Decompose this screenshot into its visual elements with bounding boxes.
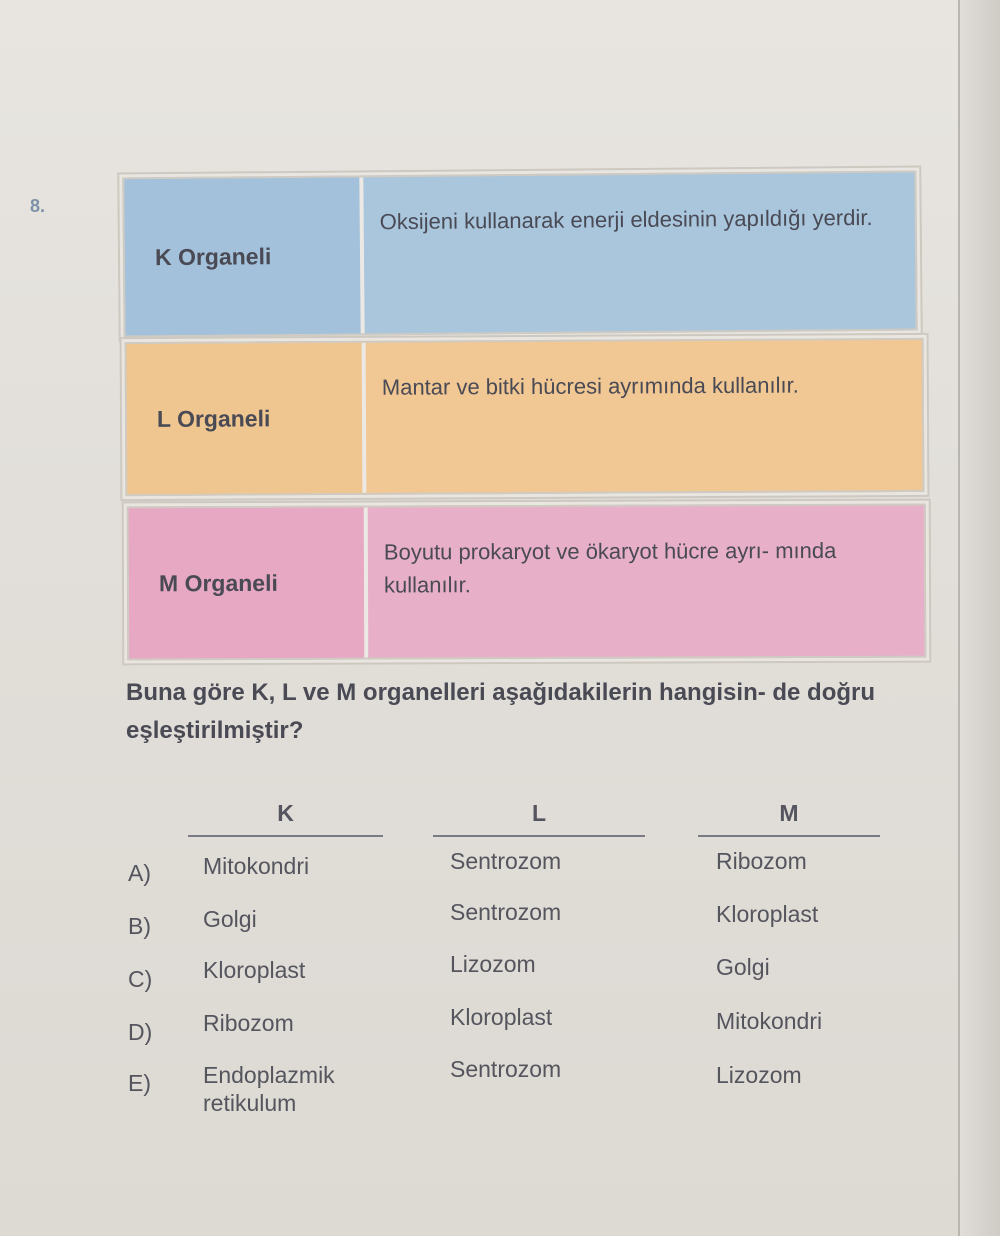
column-k-header: K (277, 800, 294, 826)
organelle-k-description: Oksijeni kullanarak enerji eldesinin yapıldığı yerdir. (379, 204, 873, 235)
column-k-rule (188, 835, 383, 837)
option-b-l: Sentrozom (450, 899, 562, 925)
organelle-m-box (127, 504, 927, 661)
column-m-rule (698, 835, 880, 837)
column-l-header: L (531, 800, 547, 826)
option-b-m: Kloroplast (716, 901, 819, 927)
option-b-letter[interactable]: B) (128, 913, 151, 939)
column-l-rule (433, 835, 645, 837)
option-c-letter[interactable]: C) (128, 966, 153, 992)
option-d-letter[interactable]: D) (128, 1019, 153, 1045)
option-b-k: Golgi (203, 906, 257, 932)
option-e-l: Sentrozom (450, 1056, 562, 1082)
option-a-l: Sentrozom (450, 848, 562, 874)
option-e-k: Endoplazmik retikulum (203, 1062, 335, 1116)
organelle-l-description: Mantar ve bitki hücresi ayrımında kullanılır. (381, 372, 799, 400)
column-m-header: M (779, 800, 799, 826)
option-d-l: Kloroplast (450, 1004, 553, 1030)
organelle-k-label: K Organeli (124, 177, 364, 335)
option-a-m: Ribozom (716, 848, 807, 874)
organelle-m-description: Boyutu prokaryot ve ökaryot hücre ayrı- mında kullanılır. (383, 537, 837, 598)
option-d-k: Ribozom (203, 1010, 294, 1036)
question-number: 8. (30, 196, 46, 216)
option-c-m: Golgi (716, 954, 770, 980)
page-edge (958, 0, 1000, 1236)
option-c-l: Lizozom (450, 951, 536, 977)
organelle-m-label: M Organeli (129, 508, 369, 659)
organelle-l-box (125, 338, 925, 496)
organelle-k-box (122, 171, 917, 338)
option-a-k: Mitokondri (203, 853, 310, 879)
option-e-letter[interactable]: E) (128, 1070, 151, 1096)
option-c-k: Kloroplast (203, 957, 306, 983)
option-a-letter[interactable]: A) (128, 860, 151, 886)
organelle-l-label: L Organeli (127, 343, 367, 494)
option-e-m: Lizozom (716, 1062, 802, 1088)
option-d-m: Mitokondri (716, 1008, 823, 1034)
question-text: Buna göre K, L ve M organelleri aşağıdakilerin hangisin- de doğru eşleştirilmiştir? (126, 679, 876, 744)
